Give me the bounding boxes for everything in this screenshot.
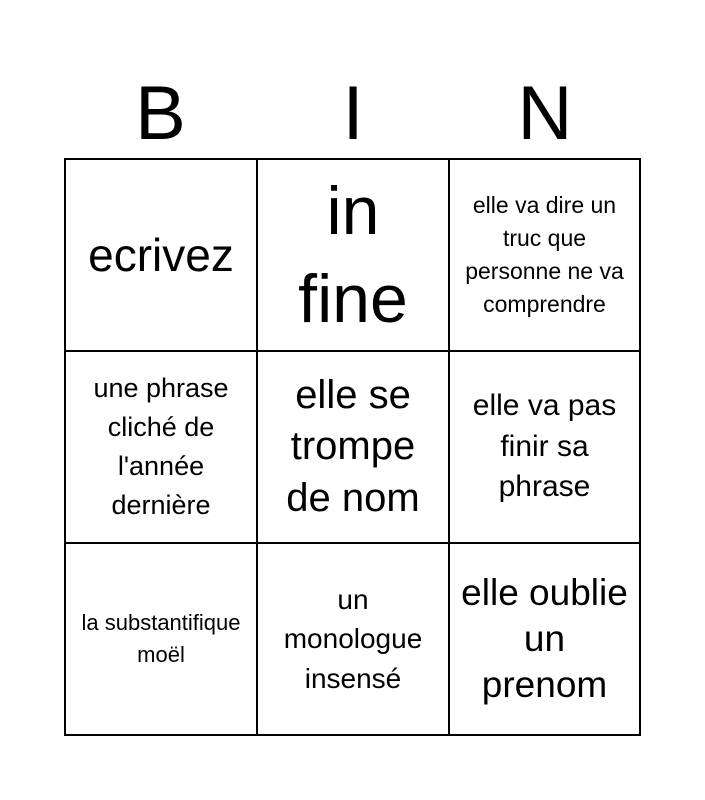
header-letter-b: B [135,71,186,156]
bingo-cell-text: ecrivez [88,228,234,281]
bingo-cell-6[interactable] [450,352,639,544]
bingo-cell-text: une phrase cliché de l'année dernière [93,372,229,521]
bingo-cell-7[interactable] [66,544,258,734]
bingo-cell-text: elle va pas finir sa phrase [472,389,617,504]
bingo-cell-text: un monologue insensé [283,584,423,694]
bingo-cell-4[interactable] [66,352,258,544]
bingo-cell-9[interactable] [450,544,639,734]
bingo-cell-text: elle se trompe de nom [286,373,420,520]
bingo-cell-text: la substantifique moël [81,609,241,667]
bingo-header [64,72,641,156]
bingo-cell-1[interactable] [66,160,258,352]
bingo-grid [64,158,641,736]
bingo-cell-3[interactable] [450,160,639,352]
header-letter-i: I [342,71,364,156]
bingo-cell-5[interactable] [258,352,450,544]
header-letter-n: N [517,71,573,156]
bingo-cell-2[interactable] [258,160,450,352]
bingo-cell-text: elle oublie un prenom [461,571,628,706]
bingo-cell-text: in fine [298,172,408,337]
bingo-cell-text: elle va dire un truc que personne ne va comprendre [465,192,624,317]
bingo-cell-8[interactable] [258,544,450,734]
